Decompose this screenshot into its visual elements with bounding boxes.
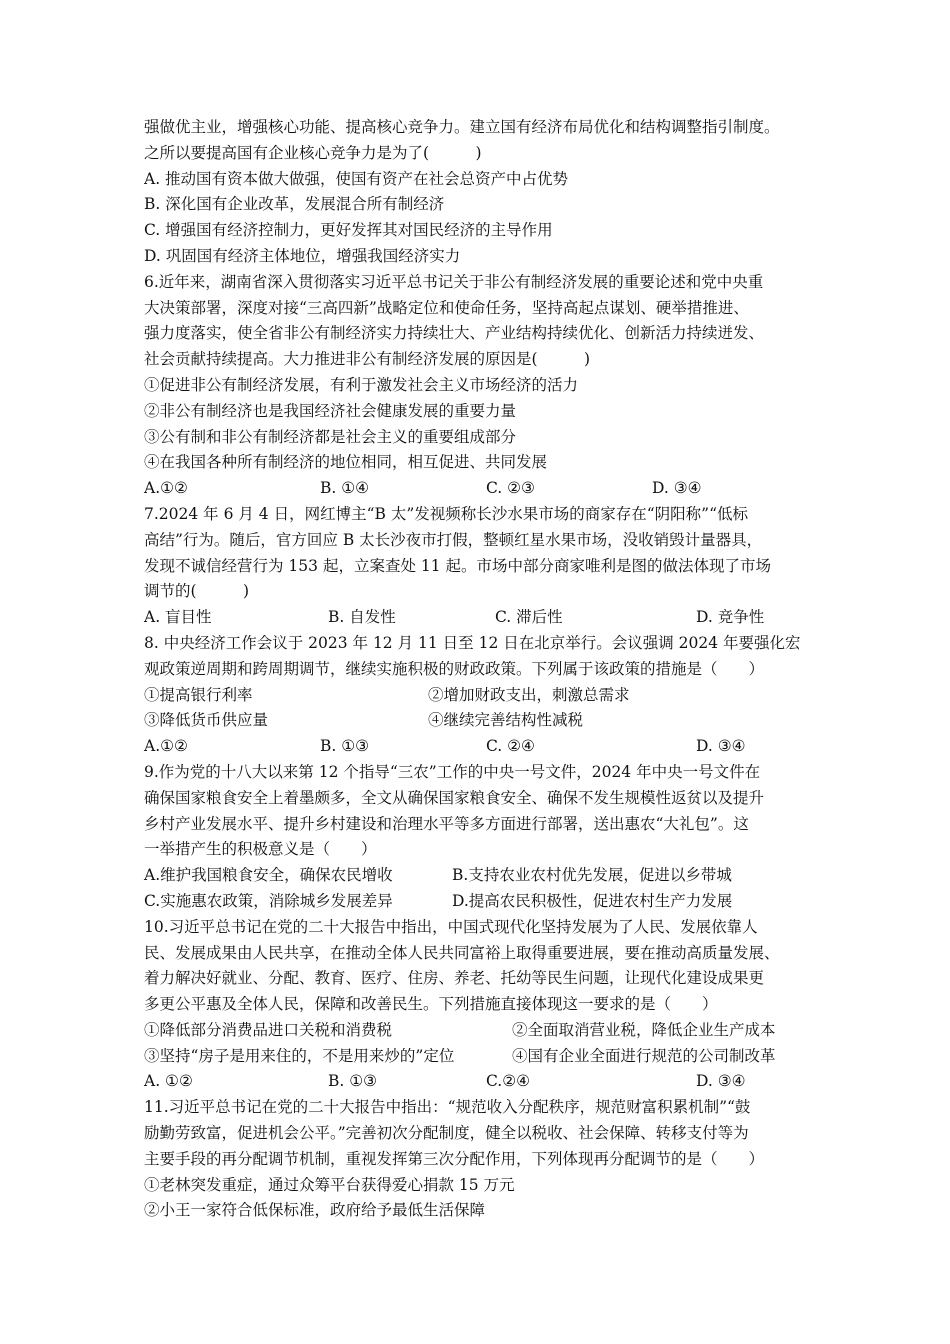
q6-option-a: A.①② (144, 479, 188, 498)
q8-option-c: C. ②④ (486, 737, 535, 756)
q6-stem-line: 6.近年来，湖南省深入贯彻落实习近平总书记关于非公有制经济发展的重要论述和党中央重 (144, 272, 764, 291)
q10-option-b: B. ①③ (328, 1072, 378, 1091)
q9-option-b: B.支持农业农村优先发展，促进以乡带城 (452, 866, 732, 885)
q9-options-row (144, 889, 812, 915)
q10-stem-line: 多更公平惠及全体人民，保障和改善民生。下列措施直接体现这一要求的是（ ） (144, 995, 718, 1014)
q10-stem-line: 10.习近平总书记在党的二十大报告中指出，中国式现代化坚持发展为了人民、发展依靠人 (144, 917, 758, 936)
q9-stem-line: 一举措产生的积极意义是（ ） (144, 840, 377, 859)
q10-items-row (144, 1018, 812, 1044)
question-9 (144, 760, 812, 915)
q8-stem-line: 观政策逆周期和跨周期调节，继续实施积极的财政政策。下列属于该政策的措施是（ ） (144, 659, 765, 678)
q11-stem-line: 励勤劳致富，促进机会公平。”完善初次分配制度，健全以税收、社会保障、转移支付等为 (144, 1124, 749, 1143)
q6-stem-line: 大决策部署，深度对接“三高四新”战略定位和使命任务，坚持高起点谋划、硬举措推进、 (144, 298, 749, 317)
q9-option-c: C.实施惠农政策，消除城乡发展差异 (144, 891, 393, 910)
q9-stem-line: 9.作为党的十八大以来第 12 个指导“三农”工作的中央一号文件，2024 年中央一号文件在 (144, 762, 761, 781)
question-8 (144, 631, 812, 760)
q10-item: ④国有企业全面进行规范的公司制改革 (512, 1046, 776, 1065)
q10-options (144, 1069, 812, 1095)
q5-stem-line-2: 之所以要提高国有企业核心竞争力是为了( ) (144, 143, 482, 162)
q10-item: ③坚持“房子是用来住的，不是用来炒的”定位 (144, 1046, 455, 1065)
question-10 (144, 915, 812, 1096)
q9-option-d: D.提高农民积极性，促进农村生产力发展 (452, 891, 733, 910)
q8-option-b: B. ①③ (320, 737, 370, 756)
q6-stem-line: 社会贡献持续提高。大力推进非公有制经济发展的原因是( ) (144, 350, 591, 369)
q7-stem-line: 发现不诚信经营行为 153 起，立案查处 11 起。市场中部分商家唯利是图的做法体现了市场 (144, 556, 772, 575)
q5-option-c: C. 增强国有经济控制力，更好发挥其对国民经济的主导作用 (144, 221, 553, 240)
q8-items-row (144, 708, 812, 734)
q8-option-d: D. ③④ (696, 737, 746, 756)
q6-stem-line: 强力度落实，使全省非公有制经济实力持续壮大、产业结构持续优化、创新活力持续迸发、 (144, 324, 765, 343)
q8-item: ②增加财政支出，刺激总需求 (428, 685, 630, 704)
q10-option-c: C.②④ (486, 1072, 531, 1091)
q10-stem-line: 民、发展成果由人民共享，在推动全体人民共同富裕上取得重要进展，要在推动高质量发展、 (144, 943, 780, 962)
q10-item: ②全面取消营业税，降低企业生产成本 (512, 1020, 776, 1039)
q6-option-d: D. ③④ (652, 479, 702, 498)
question-5-tail (144, 115, 812, 270)
q6-item: ④在我国各种所有制经济的地位相同，相互促进、共同发展 (144, 453, 548, 472)
q6-item: ③公有制和非公有制经济都是社会主义的重要组成部分 (144, 427, 517, 446)
q9-option-a: A.维护我国粮食安全，确保农民增收 (144, 866, 393, 885)
q5-option-b: B. 深化国有企业改革，发展混合所有制经济 (144, 195, 445, 214)
q8-stem-line: 8. 中央经济工作会议于 2023 年 12 月 11 日至 12 日在北京举行。会议强调 2024 年要强化宏 (144, 633, 801, 652)
q11-item: ②小王一家符合低保标准，政府给予最低生活保障 (144, 1201, 486, 1220)
q7-option-b: B. 自发性 (328, 608, 396, 627)
q7-option-a: A. 盲目性 (144, 608, 212, 627)
q5-option-d: D. 巩固国有经济主体地位，增强我国经济实力 (144, 246, 461, 265)
q6-item: ①促进非公有制经济发展，有利于激发社会主义市场经济的活力 (144, 375, 579, 394)
q11-stem-line: 11.习近平总书记在党的二十大报告中指出：“规范收入分配秩序，规范财富积累机制”“鼓 (144, 1098, 751, 1117)
q9-stem-line: 确保国家粮食安全上着墨颇多，全文从确保国家粮食安全、确保不发生规模性返贫以及提升 (144, 788, 765, 807)
q8-option-a: A.①② (144, 737, 188, 756)
q8-item: ①提高银行利率 (144, 685, 253, 704)
q6-item: ②非公有制经济也是我国经济社会健康发展的重要力量 (144, 401, 517, 420)
q5-option-a: A. 推动国有资本做大做强，使国有资产在社会总资产中占优势 (144, 169, 569, 188)
q10-stem-line: 着力解决好就业、分配、教育、医疗、住房、养老、托幼等民生问题，让现代化建设成果更 (144, 969, 765, 988)
q5-stem-line-1: 强做优主业，增强核心功能、提高核心竞争力。建立国有经济布局优化和结构调整指引制度。 (144, 118, 780, 136)
question-11 (144, 1095, 812, 1224)
q8-item: ④继续完善结构性减税 (428, 711, 584, 730)
q8-item: ③降低货币供应量 (144, 711, 269, 730)
q7-stem-line: 调节的( ) (144, 582, 250, 601)
q10-item: ①降低部分消费品进口关税和消费税 (144, 1020, 393, 1039)
question-7 (144, 502, 812, 631)
q11-item: ①老林突发重症，通过众筹平台获得爱心捐款 15 万元 (144, 1175, 515, 1194)
q8-items-row (144, 683, 812, 709)
question-content (144, 115, 812, 1224)
q7-option-d: D. 竞争性 (696, 608, 765, 627)
q9-stem-line: 乡村产业发展水平、提升乡村建设和治理水平等多方面进行部署，送出惠农“大礼包”。这 (144, 814, 749, 833)
q9-options-row (144, 863, 812, 889)
q6-option-b: B. ①④ (320, 479, 370, 498)
q7-stem-line: 高结”行为。随后，官方回应 B 太长沙夜市打假，整顿红星水果市场，没收销毁计量器具， (144, 530, 763, 549)
question-6 (144, 270, 812, 502)
q10-option-d: D. ③④ (696, 1072, 746, 1091)
q11-stem-line: 主要手段的再分配调节机制，重视发挥第三次分配作用，下列体现再分配调节的是（ ） (144, 1149, 765, 1168)
q6-options (144, 476, 812, 502)
q7-options (144, 605, 812, 631)
q10-option-a: A. ①② (144, 1072, 193, 1091)
q7-stem-line: 7.2024 年 6 月 4 日，网红博主“B 太”发视频称长沙水果市场的商家存在“阴阳称”“低标 (144, 504, 749, 523)
q10-items-row (144, 1044, 812, 1070)
q8-options (144, 734, 812, 760)
q7-option-c: C. 滞后性 (495, 608, 563, 627)
q6-option-c: C. ②③ (486, 479, 535, 498)
